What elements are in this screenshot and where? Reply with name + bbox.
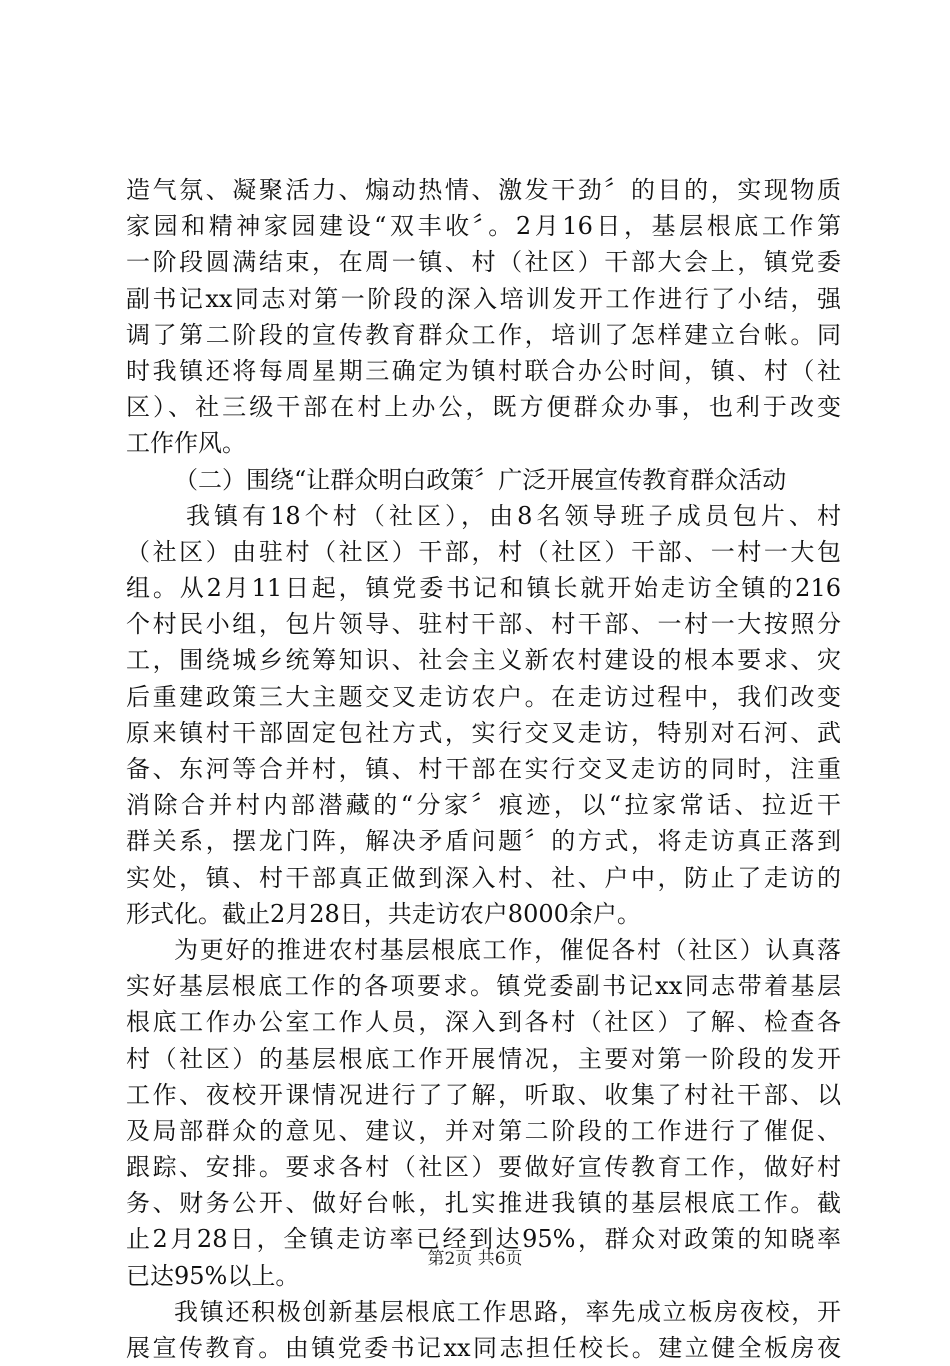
- section-heading: （二）围绕“让群众明白政策〞广泛开展宣传教育群众活动: [174, 465, 787, 494]
- text-line: 副书记xx同志对第一阶段的深入培训发开工作进行了小结，强: [126, 284, 841, 313]
- text-line: 造气氛、凝聚活力、煽动热情、激发干劲〞的目的，实现物质: [126, 176, 841, 204]
- text-line: 群关系，摆龙门阵，解决矛盾问题〞的方式，将走访真正落到: [126, 827, 841, 856]
- text-line: 已达95%以上。: [126, 1261, 300, 1290]
- text-line: 实处，镇、村干部真正做到深入村、社、户中，防止了走访的: [126, 863, 841, 892]
- text-line: 根底工作办公室工作人员，深入到各村（社区）了解、检查各: [126, 1008, 841, 1037]
- text-line: 止2月28日，全镇走访率已经到达95%，群众对政策的知晓率: [126, 1225, 841, 1254]
- text-line: 形式化。截止2月28日，共走访农户8000余户。: [126, 899, 641, 928]
- text-line: 务、财务公开、做好台帐，扎实推进我镇的基层根底工作。截: [126, 1189, 841, 1218]
- text-line: 展宣传教育。由镇党委书记xx同志担任校长。建立健全板房夜: [126, 1334, 841, 1362]
- text-line: 家园和精神家园建设“双丰收〞。2月16日，基层根底工作第: [126, 212, 841, 241]
- page-footer: 第2页 共6页: [427, 1249, 523, 1269]
- document-body: [126, 172, 841, 1366]
- text-line: 区）、社三级干部在村上办公，既方便群众办事，也利于改变: [126, 393, 841, 422]
- text-line: 实好基层根底工作的各项要求。镇党委副书记xx同志带着基层: [126, 972, 841, 1001]
- text-line: 原来镇村干部固定包社方式，实行交叉走访，特别对石河、武: [126, 718, 841, 747]
- text-line: 工作作风。: [126, 429, 246, 458]
- text-line: 工，围绕城乡统筹知识、社会主义新农村建设的根本要求、灾: [126, 646, 841, 675]
- text-line: 个村民小组，包片领导、驻村干部、村干部、一村一大按照分: [126, 610, 841, 639]
- text-line: 后重建政策三大主题交叉走访农户。在走访过程中，我们改变: [126, 682, 841, 711]
- text-line: 组。从2月11日起，镇党委书记和镇长就开始走访全镇的216: [126, 574, 841, 603]
- text-line: 备、东河等合并村，镇、村干部在实行交叉走访的同时，注重: [126, 755, 841, 783]
- text-line: （社区）由驻村（社区）干部，村（社区）干部、一村一大包: [126, 537, 841, 566]
- text-line: 调了第二阶段的宣传教育群众工作，培训了怎样建立台帐。同: [126, 320, 841, 349]
- text-line: 村（社区）的基层根底工作开展情况，主要对第一阶段的发开: [126, 1044, 841, 1073]
- text-line: 我镇还积极创新基层根底工作思路，率先成立板房夜校，开: [174, 1297, 841, 1326]
- text-line: 一阶段圆满结束，在周一镇、村（社区）干部大会上，镇党委: [126, 248, 841, 277]
- text-line: 时我镇还将每周星期三确定为镇村联合办公时间，镇、村（社: [126, 356, 841, 385]
- text-line: 消除合并村内部潜藏的“分家〞痕迹，以“拉家常话、拉近干: [126, 791, 841, 820]
- text-line: 工作、夜校开课情况进行了了解，听取、收集了村社干部、以: [126, 1080, 841, 1109]
- text-line: 及局部群众的意见、建议，并对第二阶段的工作进行了催促、: [126, 1116, 841, 1145]
- text-line: 我镇有18个村（社区），由8名领导班子成员包片、村: [186, 501, 841, 530]
- text-line: 为更好的推进农村基层根底工作，催促各村（社区）认真落: [174, 935, 841, 964]
- text-line: 跟踪、安排。要求各村（社区）要做好宣传教育工作，做好村: [126, 1153, 841, 1182]
